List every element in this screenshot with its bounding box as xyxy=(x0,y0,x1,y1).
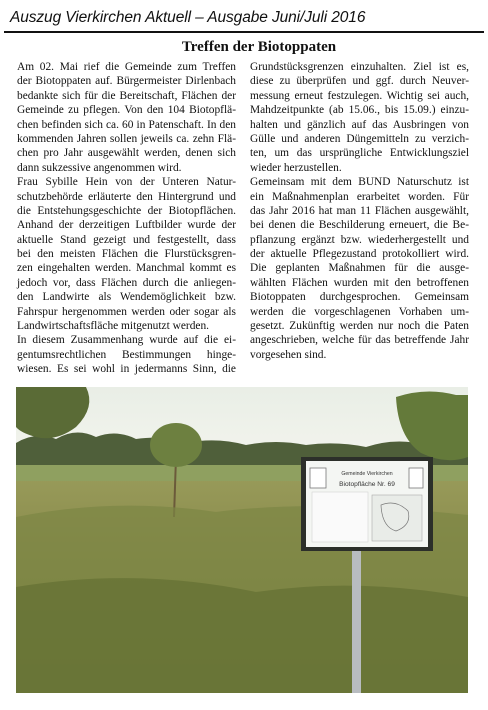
article-line: In diesem Zusammenhang wurde auf die ei- xyxy=(17,334,236,347)
article-line: wiesen. Es sei wohl in jedermanns Sinn, die xyxy=(17,363,236,376)
sign-map xyxy=(372,495,422,541)
article-line: Landwirtschaftsfläche mitgenutzt werden. xyxy=(17,320,209,333)
article-line: gesetzt. Zukünftig werden nur noch die Paten xyxy=(250,320,469,333)
article-line: der aktuelle Pflegezustand protokolliert wird. xyxy=(250,248,469,261)
header-title: Auszug Vierkirchen Aktuell – Ausgabe Juni/Juli 2016 xyxy=(10,9,366,26)
article-line: ein Maßnahmenplan erarbeitet worden. Für xyxy=(250,190,469,203)
article-line: wählten Flächen wurden mit den betroffenen xyxy=(250,276,469,289)
article-line: vorgesehen sind. xyxy=(250,348,327,361)
article-line: Anhand der derzeitigen Luftbilder wurde der xyxy=(17,219,236,232)
article-line: werden die vorgeschlagenen Vorhaben um- xyxy=(250,305,469,318)
article-line: chen befinden sich ca. 60 in Patenschaft. In den xyxy=(17,118,236,131)
article-line: jedoch vor, dass Flächen durch die anliegen- xyxy=(17,276,236,289)
article-line: schutzbehörde erläuterte den Hintergrund und xyxy=(17,190,236,203)
article-line: Biotoppaten durchgesprochen. Gemeinsam xyxy=(250,291,469,304)
sign-post xyxy=(352,547,361,693)
article-line: pflanzung ergänzt bzw. wiederhergestellt und xyxy=(250,233,469,246)
article-line: bedankte sich für die Bereitschaft, Flächen der xyxy=(17,89,236,102)
article-line: halten und gänzlich auf das Ausbringen von xyxy=(250,118,469,131)
article-line: messung erneut festzulegen. Wichtig sei auch, xyxy=(250,89,469,102)
article-line: Gemeinsam mit dem BUND Naturschutz ist xyxy=(250,176,469,189)
biotope-sign xyxy=(301,457,433,551)
sign-org: Gemeinde Vierkirchen xyxy=(341,471,393,477)
article-title: Treffen der Biotoppaten xyxy=(181,39,337,55)
article-line: Fahrspur hergenommen werden oder sogar als xyxy=(17,305,236,318)
article-line: angeschrieben, welche für das betreffende Jahr xyxy=(250,334,469,347)
article-column-right xyxy=(250,60,469,362)
article-line: wieder herzustellen. xyxy=(250,161,342,174)
article-line: Gemeinde zu pflegen. Von den 104 Biotopflä- xyxy=(17,104,236,117)
article-line: Am 02. Mai rief die Gemeinde zum Treffen xyxy=(17,61,236,73)
article-line: kommenden Jahren sollen jeweils ca. zehn Flä- xyxy=(17,132,236,145)
article-photo xyxy=(16,387,468,693)
article-line: gentumsrechtlichen Bestimmungen hinge- xyxy=(17,348,236,361)
article-line: chen pro Jahr ausgewählt werden, denen sich xyxy=(17,147,236,160)
article-line: die Entstehungsgeschichte der Biotopflächen. xyxy=(17,204,236,217)
sign-title: Biotopfläche Nr. 69 xyxy=(339,481,395,488)
header-divider xyxy=(4,31,484,33)
article-line: dann sukzessive angenommen wird. xyxy=(17,161,182,174)
article-line: Mahdzeitpunkte (ab 15.06., bis 15.09.) einzu- xyxy=(250,104,469,117)
article-line: aktuelle Stand gezeigt und festgestellt, dass xyxy=(17,233,236,246)
article-line: Gülle und anderen Düngemitteln zu verzich- xyxy=(250,132,469,145)
photo-illustration xyxy=(16,387,468,693)
article-line: Grundstücksgrenzen einzuhalten. Ziel ist es, xyxy=(250,61,469,73)
article-line: zen eingehalten werden. Manchmal kommt es xyxy=(17,262,236,275)
article-line: bei den meisten Flächen die Flurstücksgren- xyxy=(17,248,236,261)
article-line: Die geplanten Maßnahmen für die ausge- xyxy=(250,262,469,275)
article-line: bei denen die Beschilderung erneuert, die Be- xyxy=(250,219,469,232)
article-line: ten, um das ursprüngliche Entwicklungsziel xyxy=(250,147,469,160)
logo-icon xyxy=(409,468,423,488)
page-header xyxy=(4,8,472,30)
crest-icon xyxy=(310,468,326,488)
article-line: den Landwirte als Wendemöglichkeit bzw. xyxy=(17,291,236,304)
article-line: Frau Sybille Hein von der Unteren Natur- xyxy=(17,176,236,189)
article-line: der Biotoppaten auf. Bürgermeister Dirlenbach xyxy=(17,75,236,88)
article-column-left xyxy=(17,60,236,377)
article-line: diese zu überprüfen und ggf. durch Neuver- xyxy=(250,75,469,88)
article-line: das Jahr 2016 hat man 11 Flächen ausgewählt, xyxy=(250,204,469,217)
